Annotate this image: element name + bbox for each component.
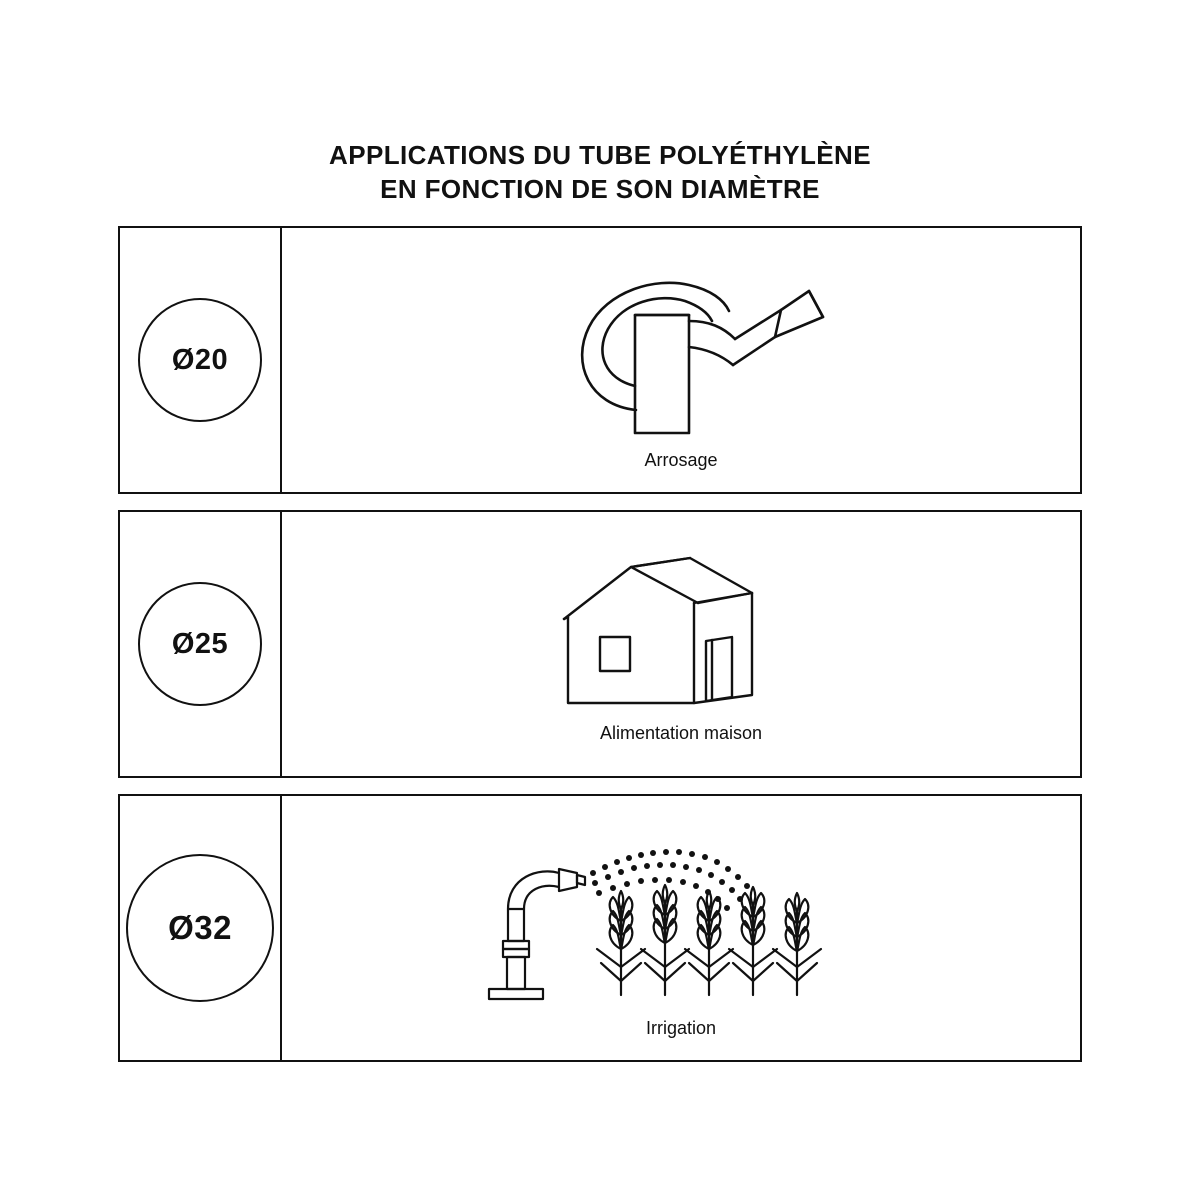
page-title (0, 138, 1200, 206)
application-caption-25: Alimentation maison (599, 722, 763, 743)
application-row-25 (118, 510, 1082, 778)
page-title-line-1: APPLICATIONS DU TUBE POLYÉTHYLÈNE (329, 140, 871, 170)
application-caption-32: Irrigation (645, 1018, 717, 1038)
sprinkler-crops-icon (481, 817, 881, 1017)
sprinkler-body (489, 869, 585, 999)
diameter-cell-32 (120, 796, 282, 1060)
application-caption-20: Arrosage (644, 450, 718, 470)
water-spray (590, 849, 750, 911)
diameter-badge-20: Ø20 (138, 298, 262, 422)
application-row-20 (118, 226, 1082, 494)
page-title-line-2: EN FONCTION DE SON DIAMÈTRE (380, 174, 820, 204)
diameter-cell-20 (120, 228, 282, 492)
application-content-20 (282, 228, 1080, 492)
application-content-32 (282, 796, 1080, 1060)
application-row-32 (118, 794, 1082, 1062)
house-icon (556, 545, 806, 720)
watering-can-icon (531, 255, 831, 455)
application-content-25 (282, 512, 1080, 776)
diameter-badge-25: Ø25 (138, 582, 262, 706)
diameter-cell-25 (120, 512, 282, 776)
wheat-crops (597, 885, 821, 995)
diameter-badge-32: Ø32 (126, 854, 274, 1002)
